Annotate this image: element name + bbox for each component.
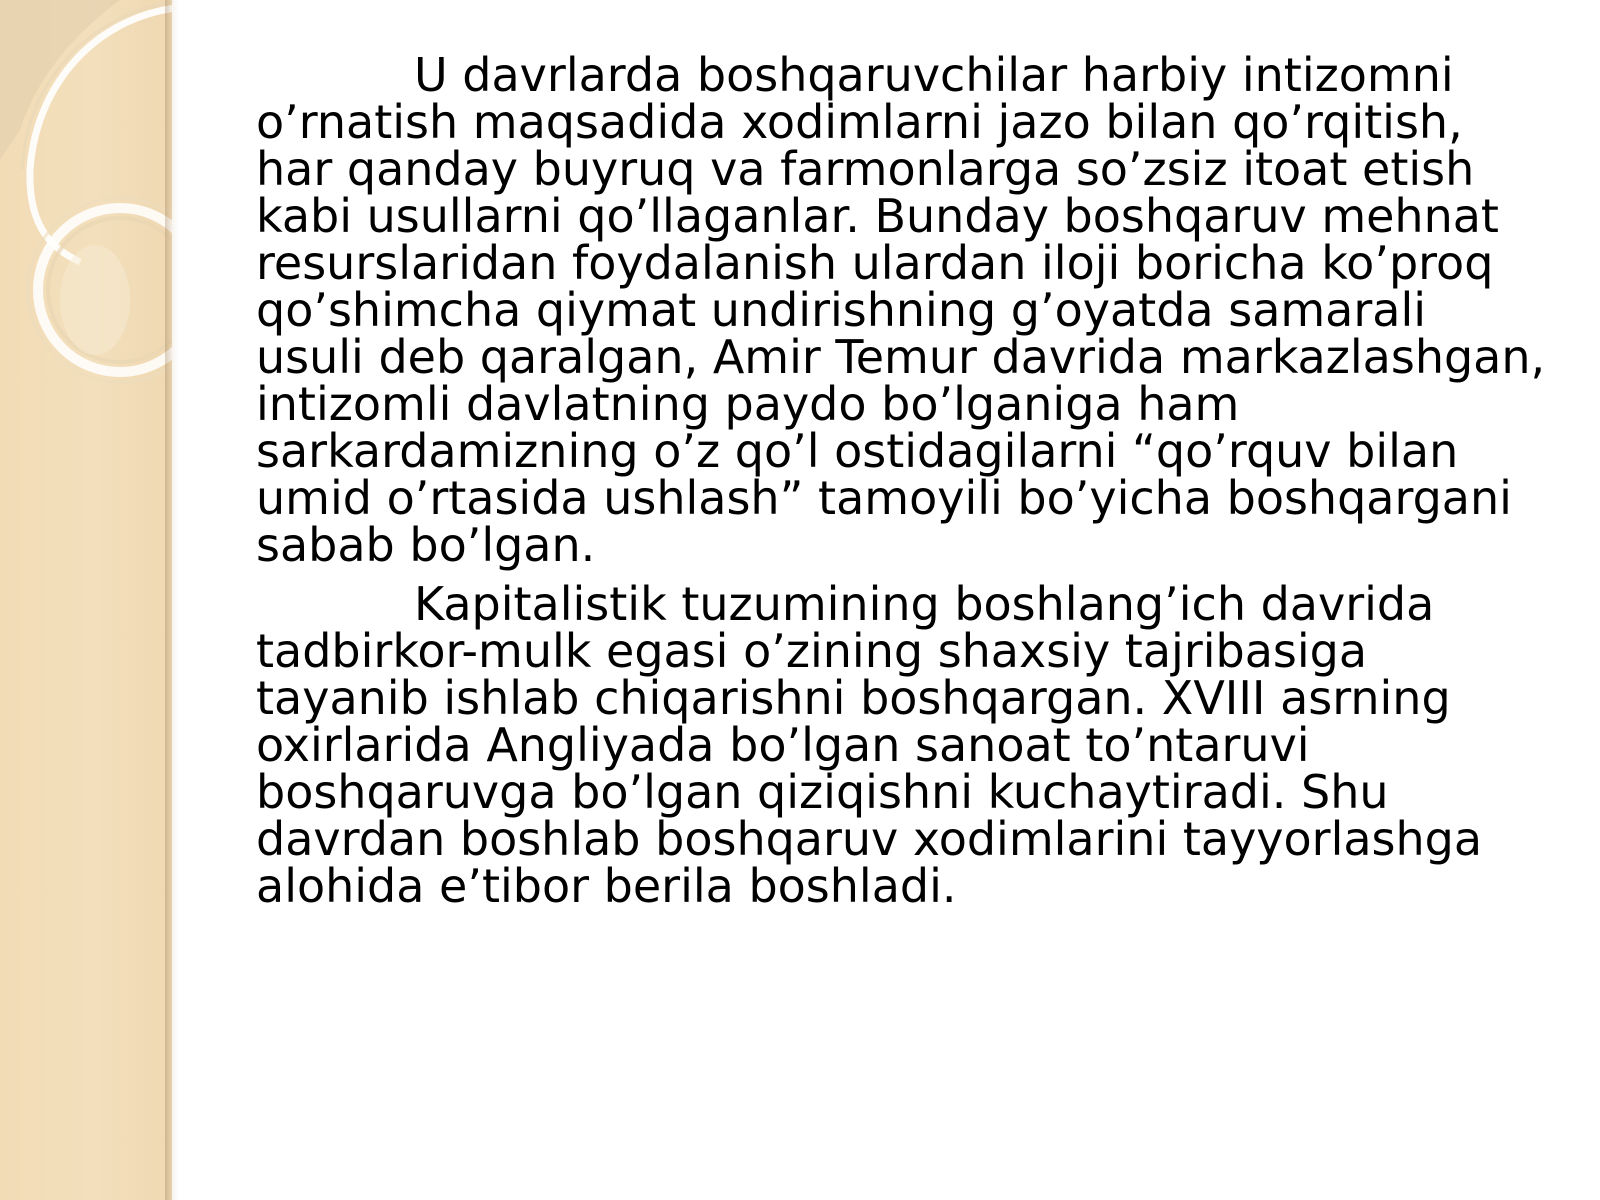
side-band-shadow bbox=[165, 0, 179, 1200]
paragraph-1: U davrlarda boshqaruvchilar harbiy intizomni o’rnatish maqsadida xodimlarni jazo bilan qo’rqitish, har qanday buyruq va farmonlarga so’zsiz itoat etish kabi usullarni qo’llaganlar. Bunday boshqaruv mehnat resurslaridan foydalanish ulardan iloji boricha ko’proq qo’shimcha qiymat undirishning g’oyatda samarali usuli deb qaralgan, Amir Temur davrida markazlashgan, intizomli davlatning paydo bo’lganiga ham sarkardamizning o’z qo’l ostidagilarni “qo’rquv bilan umid o’rtasida ushlash” tamoyili bo’yicha boshqargani sabab bo’lgan. bbox=[256, 48, 1546, 572]
decorative-side-band bbox=[0, 0, 172, 1200]
decorative-rings-graphic bbox=[0, 0, 172, 420]
slide-body-text bbox=[256, 48, 1546, 922]
paragraph-2: Kapitalistik tuzumining boshlang’ich davrida tadbirkor-mulk egasi o’zining shaxsiy tajribasiga tayanib ishlab chiqarishni boshqargan. XVIII asrning oxirlarida Angliyada bo’lgan sanoat to’ntaruvi boshqaruvga bo’lgan qiziqishni kuchaytiradi. Shu davrdan boshlab boshqaruv xodimlarini tayyorlashga alohida e’tibor berila boshladi. bbox=[256, 577, 1483, 913]
